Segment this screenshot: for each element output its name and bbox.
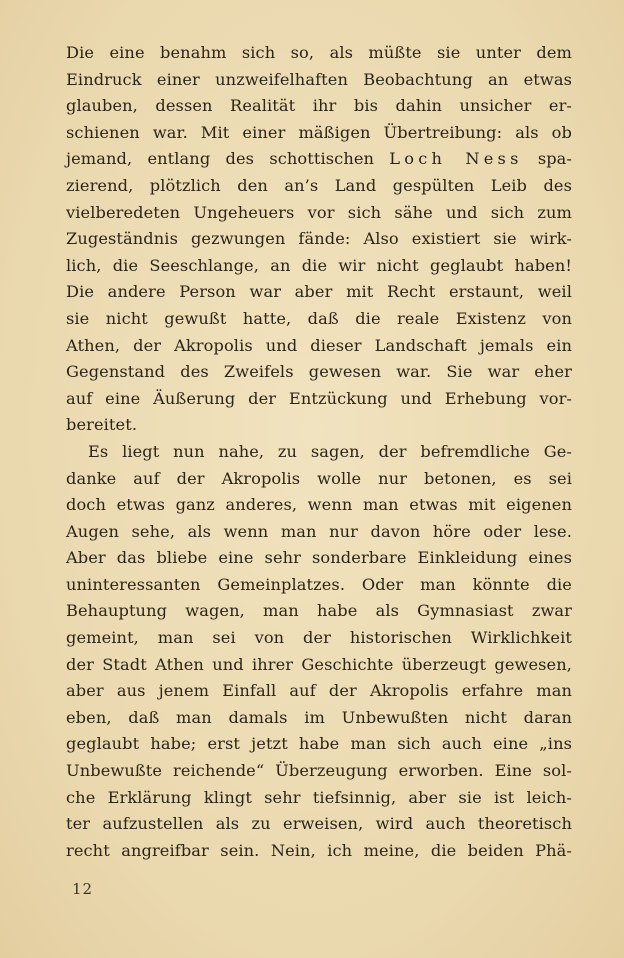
text-line: der Stadt Athen und ihrer Geschichte überzeugt gewesen, <box>66 654 572 674</box>
text-line: Eindruck einer unzweifelhaften Beobachtung an etwas <box>66 69 572 89</box>
line-start: jemand, entlang des schottischen <box>66 149 390 169</box>
text-line: Unbewußte reichende“ Überzeugung erworben. Eine sol- <box>66 761 572 781</box>
text-line-spaced <box>66 146 572 173</box>
text-line: Die eine benahm sich so, als müßte sie unter dem <box>66 43 572 62</box>
text-line: eben, daß man damals im Unbewußten nicht daran <box>66 707 572 727</box>
body-text <box>66 40 572 864</box>
text-line: danke auf der Akropolis wolle nur betonen, es sei <box>66 468 572 488</box>
text-line: Es liegt nun nahe, zu sagen, der befremdliche Ge- <box>88 441 572 461</box>
text-line: Behauptung wagen, man habe als Gymnasiast zwar <box>66 601 572 621</box>
text-line: uninteressanten Gemeinplatzes. Oder man könnte die <box>66 574 572 594</box>
letterspaced-place-name: Loch Ness <box>389 149 523 169</box>
line-end: spa- <box>522 149 573 169</box>
text-line: doch etwas ganz anderes, wenn man etwas mit eigenen <box>66 495 572 515</box>
paragraph-2 <box>66 439 572 865</box>
text-line: sie nicht gewußt hatte, daß die reale Existenz von <box>66 308 572 328</box>
text-line: Gegenstand des Zweifels gewesen war. Sie war eher <box>66 362 572 382</box>
paragraph-1 <box>66 40 572 439</box>
text-line: geglaubt habe; erst jetzt habe man sich auch eine „ins <box>66 734 572 754</box>
text-line: Athen, der Akropolis und dieser Landschaft jemals ein <box>66 335 572 355</box>
text-line: Augen sehe, als wenn man nur davon höre oder lese. <box>66 521 572 541</box>
text-line: aber aus jenem Einfall auf der Akropolis erfahre man <box>66 681 572 701</box>
text-line: glauben, dessen Realität ihr bis dahin unsicher er- <box>66 96 572 116</box>
text-line: lich, die Seeschlange, an die wir nicht geglaubt haben! <box>66 255 572 275</box>
text-line: Aber das bliebe eine sehr sonderbare Einkleidung eines <box>66 548 572 568</box>
page-number: 12 <box>72 880 94 898</box>
text-line: zierend, plötzlich den an’s Land gespülten Leib des <box>66 175 572 195</box>
text-line: recht angreifbar sein. Nein, ich meine, die beiden Phä- <box>66 840 572 860</box>
text-line: auf eine Äußerung der Entzückung und Erhebung vor- <box>66 388 572 408</box>
text-line: che Erklärung klingt sehr tiefsinnig, aber sie ist leich- <box>66 787 572 807</box>
text-line: Die andere Person war aber mit Recht erstaunt, weil <box>66 282 572 302</box>
text-line: schienen war. Mit einer mäßigen Übertreibung: als ob <box>66 122 572 142</box>
text-line: bereitet. <box>66 415 138 435</box>
text-line: Zugeständnis gezwungen fände: Also existiert sie wirk- <box>66 229 572 249</box>
text-line: vielberedeten Ungeheuers vor sich sähe und sich zum <box>66 202 572 222</box>
text-line: gemeint, man sei von der historischen Wirklichkeit <box>66 628 572 648</box>
text-line: ter aufzustellen als zu erweisen, wird auch theoretisch <box>66 814 572 834</box>
